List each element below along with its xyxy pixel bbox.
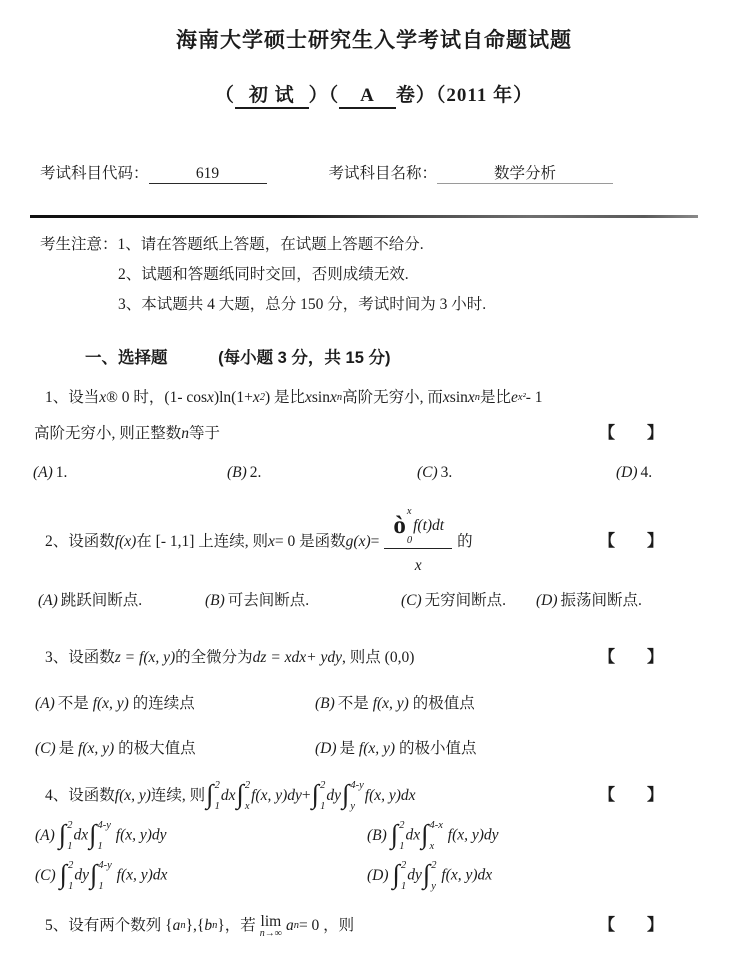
text-run: ® 0 时，(1- cos — [106, 389, 208, 406]
integral-limits — [98, 820, 111, 852]
text-run: 3、设函数 — [45, 649, 115, 666]
math-italic: f(x, y)dy — [251, 787, 302, 804]
math-italic: dy — [407, 866, 422, 884]
question-1-options-row-1 — [30, 458, 718, 488]
question-1-text: 1、设当 x ® 0 时，(1- cos x )ln(1+ x 2 ) 是比 x sin x n 高阶无穷小, 而 x sin x n 是比 e x² - 1 — [45, 382, 543, 414]
text-run: - 1 — [525, 389, 543, 406]
notice-line-1 — [40, 230, 718, 260]
subject-row — [30, 161, 718, 184]
math-italic: f(x, y) — [78, 740, 115, 757]
question-2 — [30, 504, 718, 616]
fraction-denominator — [415, 549, 422, 582]
text-run: }，若 — [217, 917, 256, 934]
text-run: , 则点 (0,0) — [342, 649, 415, 666]
subtitle-stage-blank: 初 试 — [235, 80, 309, 109]
subject-code-value: 619 — [149, 165, 267, 184]
section-note: (每小题 3 分，共 15 分) — [218, 349, 391, 367]
math-italic: x — [467, 389, 475, 406]
divider-rule — [30, 215, 698, 218]
math-italic: g(x) — [345, 533, 371, 550]
option-1-D — [616, 458, 718, 488]
text-run: ) 是比 — [264, 389, 305, 406]
integral-sign: ∫ — [236, 778, 244, 809]
text-run: 2、设函数 — [45, 533, 115, 550]
notice-block — [30, 230, 718, 320]
text-run: 在 [- 1,1] 上连续, 则 — [136, 533, 269, 550]
text-run: 不是 — [337, 695, 373, 712]
math-italic: x — [305, 389, 312, 406]
option-3-A — [35, 689, 315, 719]
question-3-options-row-2 — [30, 734, 718, 764]
option-label-C: (C) — [417, 464, 438, 481]
lower-limit: 1 — [399, 841, 405, 852]
upper-limit: 4-y — [98, 860, 112, 871]
option-3-B — [315, 689, 718, 719]
notice-item-2: 2、试题和答题纸同时交回，否则成绩无效. — [118, 266, 409, 283]
math-italic: z = f(x, y) — [114, 649, 176, 666]
question-3-text — [45, 642, 414, 674]
text-run: 跳跃间断点. — [60, 592, 143, 609]
option-4-A — [35, 820, 367, 852]
text-run: = 0 是函数 — [274, 533, 346, 550]
math-italic: f(x, y)dy — [111, 826, 167, 844]
questions-list — [30, 382, 718, 942]
math-italic: x — [442, 389, 450, 406]
answer-bracket-q5: 【 】 — [598, 917, 663, 934]
question-4-options-row-1 — [30, 820, 718, 852]
text-run: 不是 — [57, 695, 93, 712]
lower-limit: 0 — [406, 535, 413, 546]
question-4-options-row-2 — [30, 860, 718, 892]
text-run: sin — [449, 389, 468, 406]
subtitle-paper-blank: A — [339, 85, 396, 109]
option-label-A: (A) — [35, 695, 55, 712]
notice-item-3: 3、本试题共 4 大题，总分 150 分，考试时间为 3 小时. — [118, 296, 487, 313]
question-4-text — [45, 780, 416, 812]
question-5-stem — [30, 910, 718, 942]
question-1-text — [34, 418, 220, 450]
text-run: + — [301, 787, 311, 804]
exam-subtitle — [30, 80, 718, 109]
integral-limits — [215, 780, 220, 812]
integral — [236, 780, 250, 812]
option-3-D — [315, 734, 718, 764]
option-label-D: (D) — [536, 592, 558, 609]
text-run: 5、设有两个数列 { — [45, 917, 173, 934]
integral-symbol — [393, 506, 412, 546]
integral-limits — [430, 820, 443, 852]
integral — [423, 860, 437, 892]
math-italic: f(x, y)dx — [437, 866, 493, 884]
option-label-D: (D) — [616, 464, 638, 481]
upper-limit: 2 — [399, 820, 405, 831]
limit-subscript: n→∞ — [259, 927, 282, 939]
math-italic: dy — [74, 866, 89, 884]
math-italic: x — [414, 557, 422, 574]
question-1 — [30, 382, 718, 488]
text-run: 无穷间断点. — [424, 592, 507, 609]
integral-sign: ∫ — [89, 818, 97, 849]
text-run: 是比 — [480, 389, 512, 406]
question-4 — [30, 780, 718, 892]
integral-limits — [68, 860, 73, 892]
math-italic: e — [511, 389, 518, 406]
integral-sign: ∫ — [390, 818, 399, 849]
question-2-options-row-1 — [30, 586, 718, 616]
option-label-B: (B) — [227, 464, 247, 481]
answer-bracket-q2: 【 】 — [598, 533, 663, 550]
option-2-B — [205, 586, 401, 616]
upper-limit: 2 — [67, 820, 73, 831]
lower-limit: 1 — [214, 801, 220, 812]
answer-bracket-q1: 【 】 — [598, 425, 663, 442]
subtitle-open: （ — [214, 85, 235, 106]
text-run: 是 — [339, 740, 359, 757]
question-4-stem — [30, 780, 718, 812]
option-label-C: (C) — [35, 866, 56, 884]
option-label-D: (D) — [367, 866, 389, 884]
integral — [90, 860, 112, 892]
integral-sign: ∫ — [422, 858, 431, 889]
answer-bracket-q4: 【 】 — [598, 787, 663, 804]
lower-limit: 1 — [68, 881, 74, 892]
question-2-stem — [30, 504, 718, 580]
answer-bracket-q3: 【 】 — [598, 649, 663, 666]
option-label-B: (B) — [205, 592, 225, 609]
notice-prefix: 考生注意： — [40, 236, 118, 253]
integral — [206, 780, 220, 812]
lower-limit: 1 — [98, 881, 104, 892]
integral-limits — [407, 506, 412, 546]
lower-limit: y — [431, 881, 436, 892]
integral — [89, 820, 111, 852]
text-run: 振荡间断点. — [560, 592, 642, 609]
math-italic: f(x, y) — [372, 695, 409, 712]
integral — [391, 820, 405, 852]
integral — [342, 780, 364, 812]
math-italic: dx — [220, 787, 236, 804]
subtitle-mid: ）（ — [308, 85, 340, 106]
text-run: )ln(1+ — [213, 389, 253, 406]
math-italic: f(x, y)dy — [443, 826, 499, 844]
text-run: 2. — [249, 464, 262, 481]
lower-limit: 1 — [400, 881, 407, 892]
option-label-C: (C) — [35, 740, 56, 757]
integral-sign: ∫ — [421, 818, 429, 849]
subtitle-tail: 卷）（2011 年） — [395, 85, 534, 106]
integral-limits — [245, 780, 250, 812]
integral-sign: ∫ — [311, 778, 320, 809]
math-italic: x — [99, 389, 107, 406]
integral-sign: ∫ — [341, 778, 350, 809]
upper-limit: 2 — [320, 780, 326, 791]
integral-limits — [401, 860, 406, 892]
math-italic: x — [252, 389, 260, 406]
option-1-A — [33, 458, 227, 488]
lower-limit: x — [429, 841, 435, 852]
text-run: 1. — [55, 464, 68, 481]
question-3-stem — [30, 642, 718, 674]
upper-limit: 4-y — [350, 780, 364, 791]
limit — [260, 914, 282, 939]
option-4-C — [35, 860, 367, 892]
question-3-options-row-1 — [30, 689, 718, 719]
notice-line-3 — [40, 290, 718, 320]
section-title: 一、选择题 — [85, 349, 168, 367]
option-label-C: (C) — [401, 592, 422, 609]
option-2-C — [401, 586, 536, 616]
upper-limit: x — [406, 506, 412, 517]
integral-limits — [98, 860, 111, 892]
notice-line-2 — [40, 260, 718, 290]
upper-limit: 2 — [431, 860, 437, 871]
subject-name-value: 数学分析 — [437, 161, 613, 184]
notice-item-1: 1、请在答题纸上答题，在试题上答题不给分. — [117, 236, 424, 253]
math-italic: f(x, y)dx — [364, 787, 416, 804]
math-italic: f(x, y) — [114, 787, 151, 804]
math-italic: dx — [73, 826, 89, 844]
math-italic: dz = xdx+ ydy — [252, 649, 343, 666]
integral — [312, 780, 326, 812]
question-1-stem — [30, 382, 718, 414]
text-run: 的极小值点 — [395, 740, 477, 757]
lower-limit: 1 — [320, 801, 326, 812]
math-italic: a — [285, 917, 294, 934]
option-label-B: (B) — [367, 826, 387, 844]
lower-limit: 1 — [67, 841, 73, 852]
math-italic: f(x, y)dx — [112, 866, 168, 884]
math-italic: x — [329, 389, 337, 406]
fraction — [384, 506, 452, 582]
option-2-A — [38, 586, 205, 616]
math-italic: dx — [405, 826, 421, 844]
text-run: 的极值点 — [408, 695, 475, 712]
subject-code-label: 考试科目代码： — [40, 165, 149, 182]
question-5 — [30, 910, 718, 942]
integral-sign: ∫ — [206, 778, 214, 809]
lower-limit: 1 — [97, 841, 103, 852]
integral-limits — [320, 780, 325, 812]
integral-sign: ∫ — [392, 858, 400, 889]
upper-limit: 2 — [400, 860, 407, 871]
integral-limits — [350, 780, 363, 812]
integral-limits — [67, 820, 72, 852]
math-italic: f(t)dt — [413, 517, 445, 534]
option-label-D: (D) — [315, 740, 337, 757]
text-run: 4、设函数 — [45, 787, 115, 804]
text-run: 的极大值点 — [114, 740, 196, 757]
integral-sign: ∫ — [89, 858, 98, 889]
text-run: 高阶无穷小, 则正整数 — [34, 425, 182, 442]
question-2-text — [45, 504, 473, 580]
text-run: 4. — [640, 464, 653, 481]
integral-sign: ∫ — [59, 858, 68, 889]
upper-limit: 2 — [214, 780, 220, 791]
text-run: = 0 ，则 — [298, 917, 355, 934]
question-5-text: 5、设有两个数列 { a n },{ b n }，若 lim n→∞ a n = 0 ，则 — [45, 910, 354, 942]
integral-sign: ∫ — [58, 818, 67, 849]
math-italic: x — [268, 533, 275, 550]
text-run: },{ — [185, 917, 205, 934]
option-1-C — [417, 458, 616, 488]
option-label-A: (A) — [35, 826, 55, 844]
text-run: = — [370, 533, 380, 550]
upper-limit: 2 — [68, 860, 74, 871]
option-3-C — [35, 734, 315, 764]
integral-limits — [399, 820, 404, 852]
integral-limits — [431, 860, 436, 892]
text-run: 是 — [58, 740, 79, 757]
option-label-A: (A) — [38, 592, 58, 609]
question-1-line-2 — [30, 418, 718, 450]
upper-limit: 2 — [244, 780, 251, 791]
text-run: 3. — [440, 464, 453, 481]
text-run: 的连续点 — [128, 695, 195, 712]
math-italic: n — [181, 425, 190, 442]
subject-name-label: 考试科目名称： — [328, 165, 438, 182]
math-italic: f(x, y) — [358, 740, 396, 757]
upper-limit: 4-y — [97, 820, 111, 831]
integral — [59, 820, 73, 852]
option-label-B: (B) — [315, 695, 335, 712]
math-italic: f(x) — [114, 533, 137, 550]
text-run: 等于 — [189, 425, 221, 442]
math-italic: f(x, y) — [92, 695, 129, 712]
option-label-A: (A) — [33, 464, 53, 481]
option-1-B — [227, 458, 417, 488]
question-3 — [30, 642, 718, 764]
lower-limit: x — [244, 801, 250, 812]
text-run: 可去间断点. — [227, 592, 310, 609]
text-run: 高阶无穷小, 而 — [342, 389, 443, 406]
text-run: sin — [311, 389, 330, 406]
exam-paper-page — [0, 24, 748, 960]
math-italic: a — [172, 917, 181, 934]
fraction-numerator — [384, 506, 452, 549]
upper-limit: 4-x — [429, 820, 443, 831]
section-heading — [30, 344, 718, 368]
math-italic: b — [204, 917, 213, 934]
text-run: 1、设当 — [45, 389, 100, 406]
exam-title: 海南大学硕士研究生入学考试自命题试题 — [176, 28, 572, 52]
integral-sign-artifact: ò — [393, 512, 406, 539]
integral — [421, 820, 443, 852]
limit-word: lim — [260, 912, 282, 930]
integral — [393, 860, 407, 892]
integral — [60, 860, 74, 892]
math-italic: x — [207, 389, 214, 406]
text-run: 的 — [457, 533, 473, 550]
lower-limit: y — [350, 801, 356, 812]
text-run: 连续, 则 — [150, 787, 206, 804]
option-4-D — [367, 860, 718, 892]
option-4-B — [367, 820, 718, 852]
math-italic: dy — [326, 787, 341, 804]
text-run: 的全微分为 — [175, 649, 253, 666]
option-2-D — [536, 586, 718, 616]
